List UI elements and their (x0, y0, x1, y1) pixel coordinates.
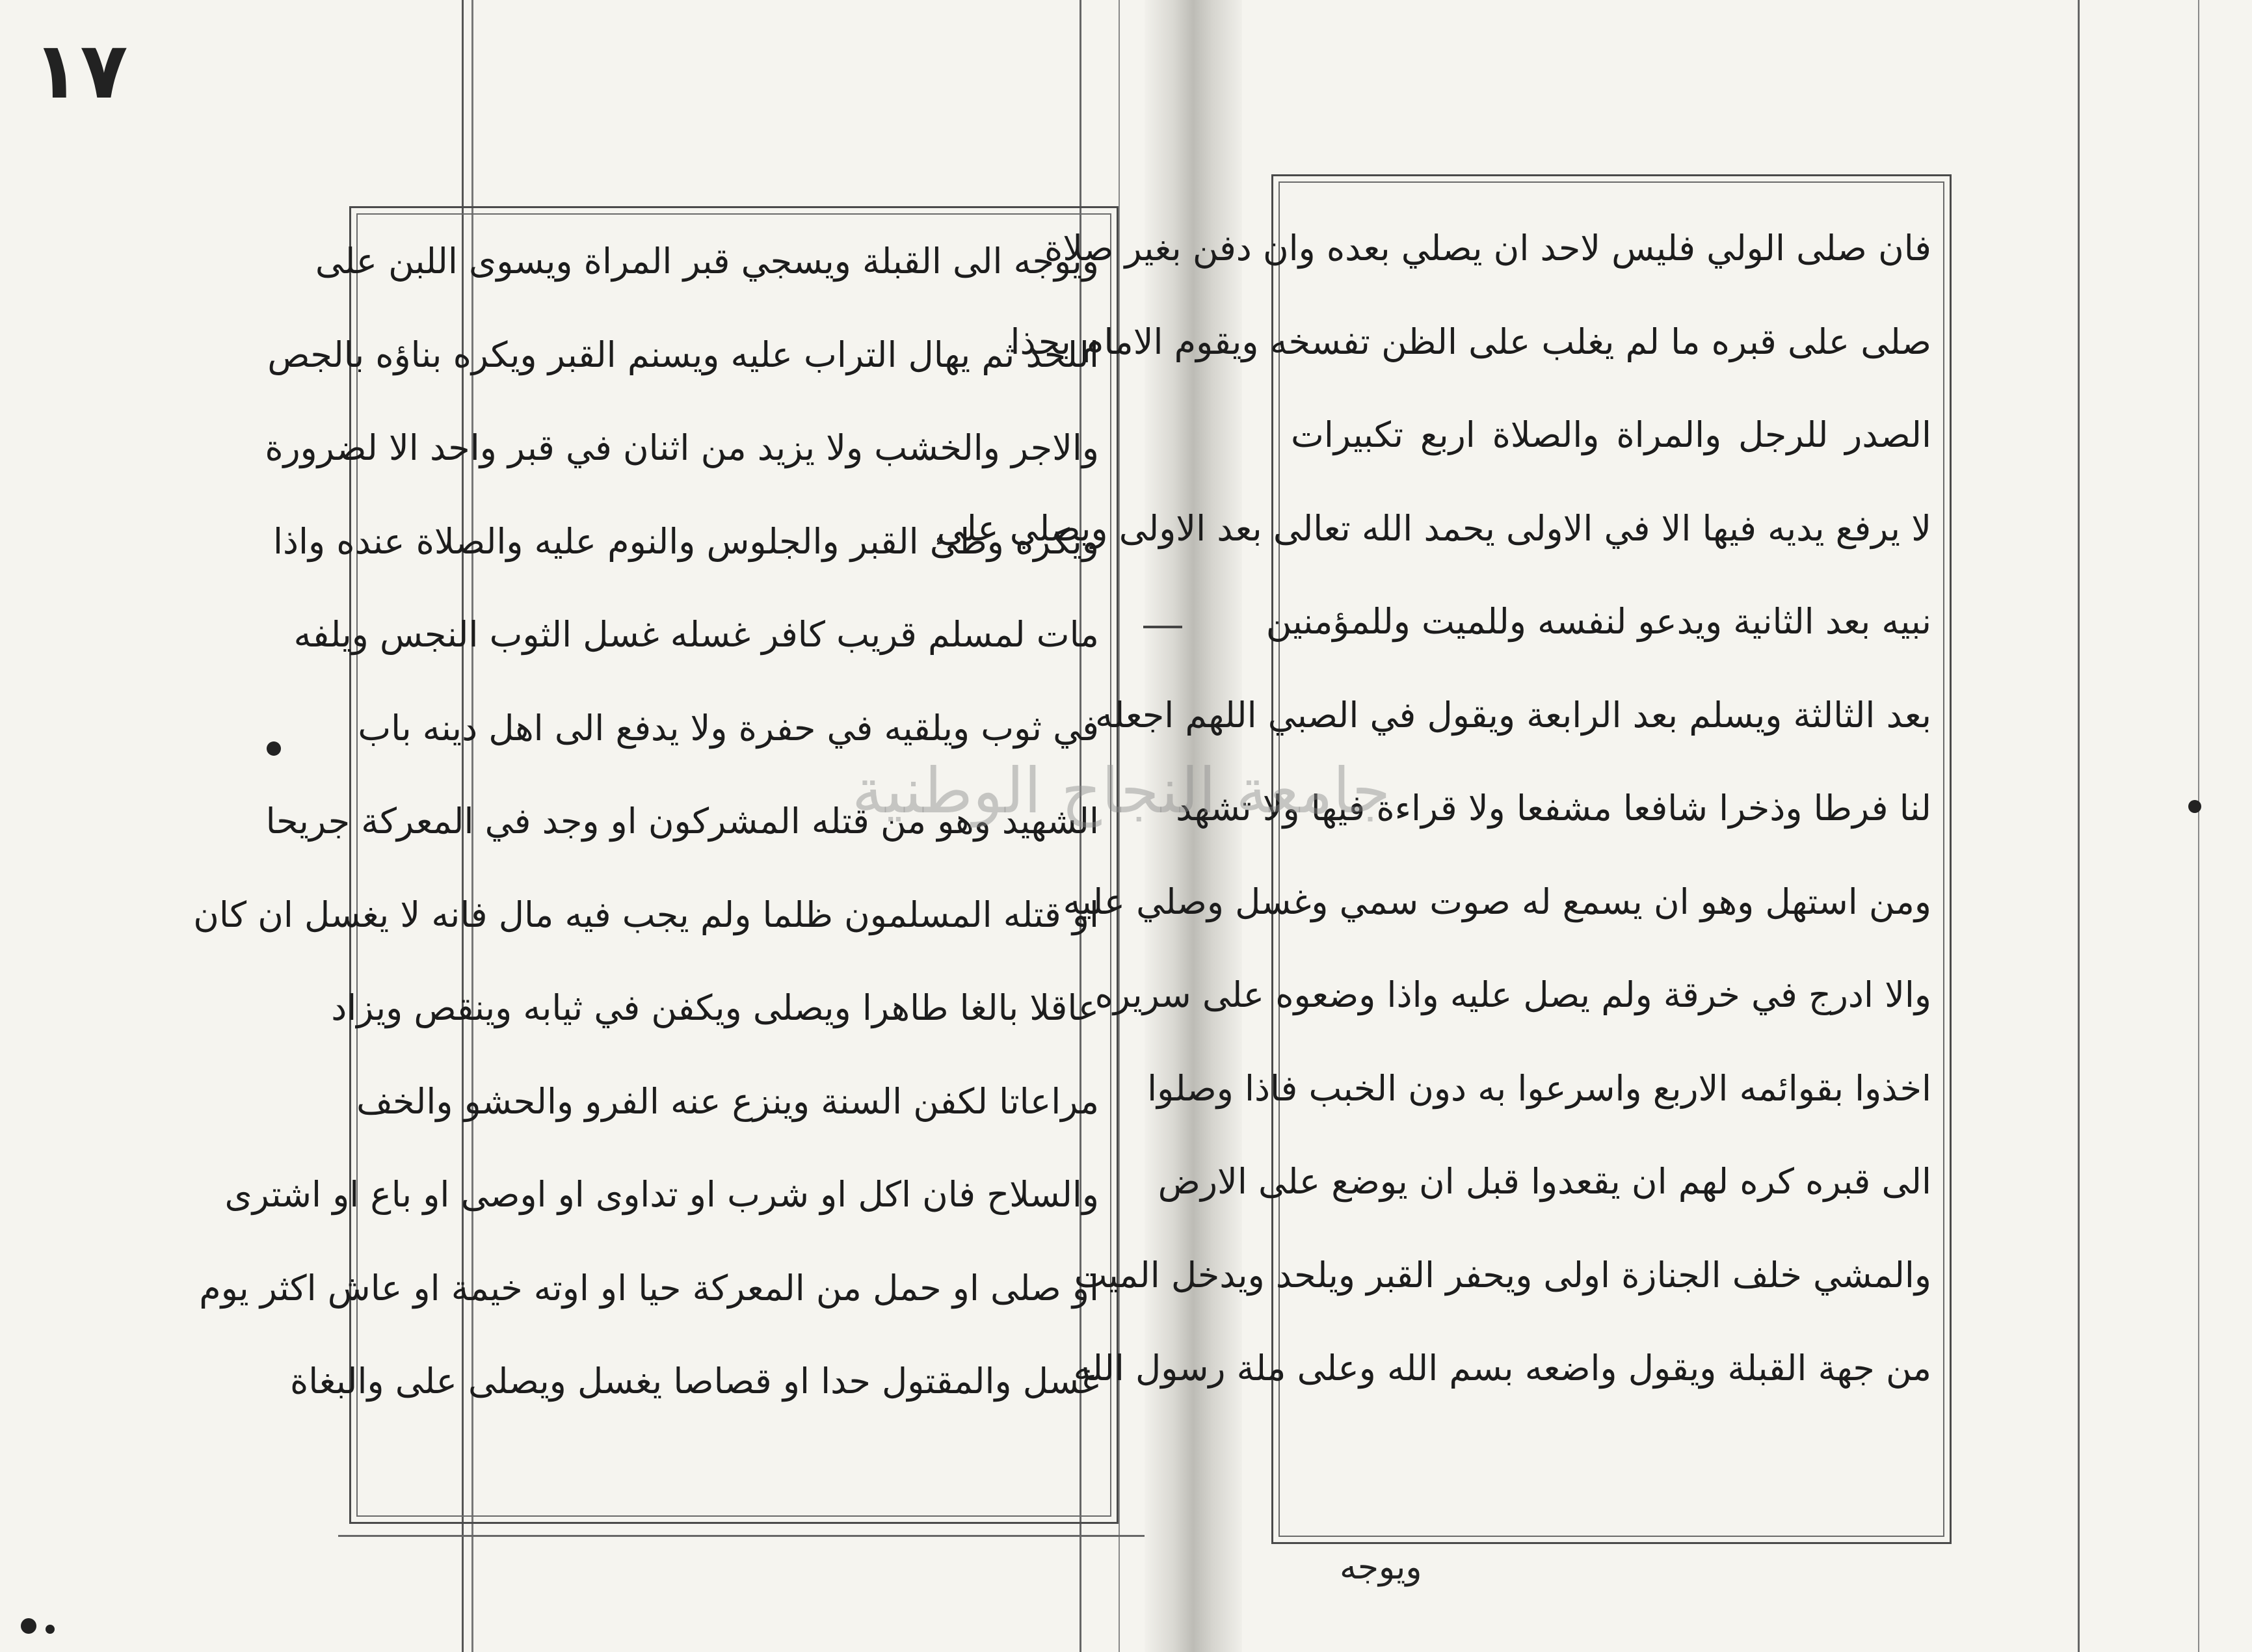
text-line: او صلى او حمل من المعركة حيا او اوته خيمة او عاش اكثر يوم (199, 1267, 1099, 1309)
text-line: اخذوا بقوائمه الاربع واسرعوا به دون الخبب فاذا وصلوا (1147, 1067, 1931, 1109)
text-line: الصدر للرجل والمراة والصلاة اربع تكبيرات (1291, 414, 1931, 455)
text-line: ومن استهل وهو ان يسمع له صوت سمي وغسل وصلي عليه (1063, 881, 1931, 922)
text-line: مراعاتا لكفن السنة وينزع عنه الفرو والحشو والخف (356, 1080, 1099, 1122)
ink-speck (46, 1625, 55, 1634)
catchword: ويوجه (1340, 1548, 1422, 1587)
text-line: عاقلا بالغا طاهرا ويصلى ويكفن في ثيابه وينقص ويزاد (331, 987, 1099, 1028)
text-line: اللحد ثم يهال التراب عليه ويسنم القبر ويكره بناؤه بالجص (267, 334, 1099, 375)
text-line: والمشي خلف الجنازة اولى ويحفر القبر ويلحد ويدخل الميت (1074, 1254, 1931, 1296)
ruling-line (2078, 0, 2080, 1652)
text-line: بعد الثالثة ويسلم بعد الرابعة ويقول في الصبي اللهم اجعله (1094, 694, 1931, 736)
text-line: ويكره وطئ القبر والجلوس والنوم عليه والصلاة عنده واذا (272, 520, 1099, 562)
text-line: مات لمسلم قريب كافر غسله غسل الثوب النجس ويلفه (293, 614, 1099, 655)
text-line: صلى على قبره ما لم يغلب على الظن تفسخه ويقوم الامام بحذا (1010, 321, 1931, 362)
ink-speck (267, 741, 281, 756)
text-line: نبيه بعد الثانية ويدعو لنفسه وللميت وللمؤمنين (1265, 601, 1931, 642)
text-line: لنا فرطا وذخرا شافعا مشفعا ولا قراءة فيها ولا تشهد (1176, 788, 1931, 829)
ruling-line (2198, 0, 2199, 1652)
text-line: والا ادرج في خرقة ولم يصل عليه واذا وضعوه على سريره (1094, 974, 1931, 1015)
text-line: والسلاح فان اكل او شرب او تداوى او اوصى او باع او اشترى (224, 1174, 1099, 1215)
text-line: فان صلى الولي فليس لاحد ان يصلي بعده وان دفن بغير صلاة (1044, 228, 1931, 269)
text-line: ويوجه الى القبلة ويسجي قبر المراة ويسوى اللبن على (315, 241, 1099, 282)
folio-number: ١٧ (33, 26, 128, 116)
text-line: او قتله المسلمون ظلما ولم يجب فيه مال فانه لا يغسل ان كان (193, 894, 1099, 935)
text-line: لا يرفع يديه فيها الا في الاولى يحمد الله تعالى بعد الاولى ويصلي على (936, 507, 1931, 549)
text-line: الشهيد وهو من قتله المشركون او وجد في المعركة جريحا (265, 801, 1099, 842)
text-line: الى قبره كره لهم ان يقعدوا قبل ان يوضع على الارض (1158, 1161, 1931, 1202)
text-line: من جهة القبلة ويقول واضعه بسم الله وعلى ملة رسول الله (1073, 1348, 1931, 1389)
ink-speck (2188, 800, 2201, 813)
ruling-line (338, 1535, 1145, 1537)
margin-mark (1143, 626, 1182, 628)
text-line: في ثوب ويلقيه في حفرة ولا يدفع الى اهل دينه باب (358, 707, 1099, 749)
text-line: والاجر والخشب ولا يزيد من اثنان في قبر واحد الا لضرورة (265, 427, 1099, 468)
text-line: غسل والمقتول حدا او قصاصا يغسل ويصلى على والبغاة (289, 1361, 1099, 1402)
ink-speck (21, 1618, 36, 1634)
library-watermark: جامعة النجاح الوطنية (852, 754, 1391, 827)
